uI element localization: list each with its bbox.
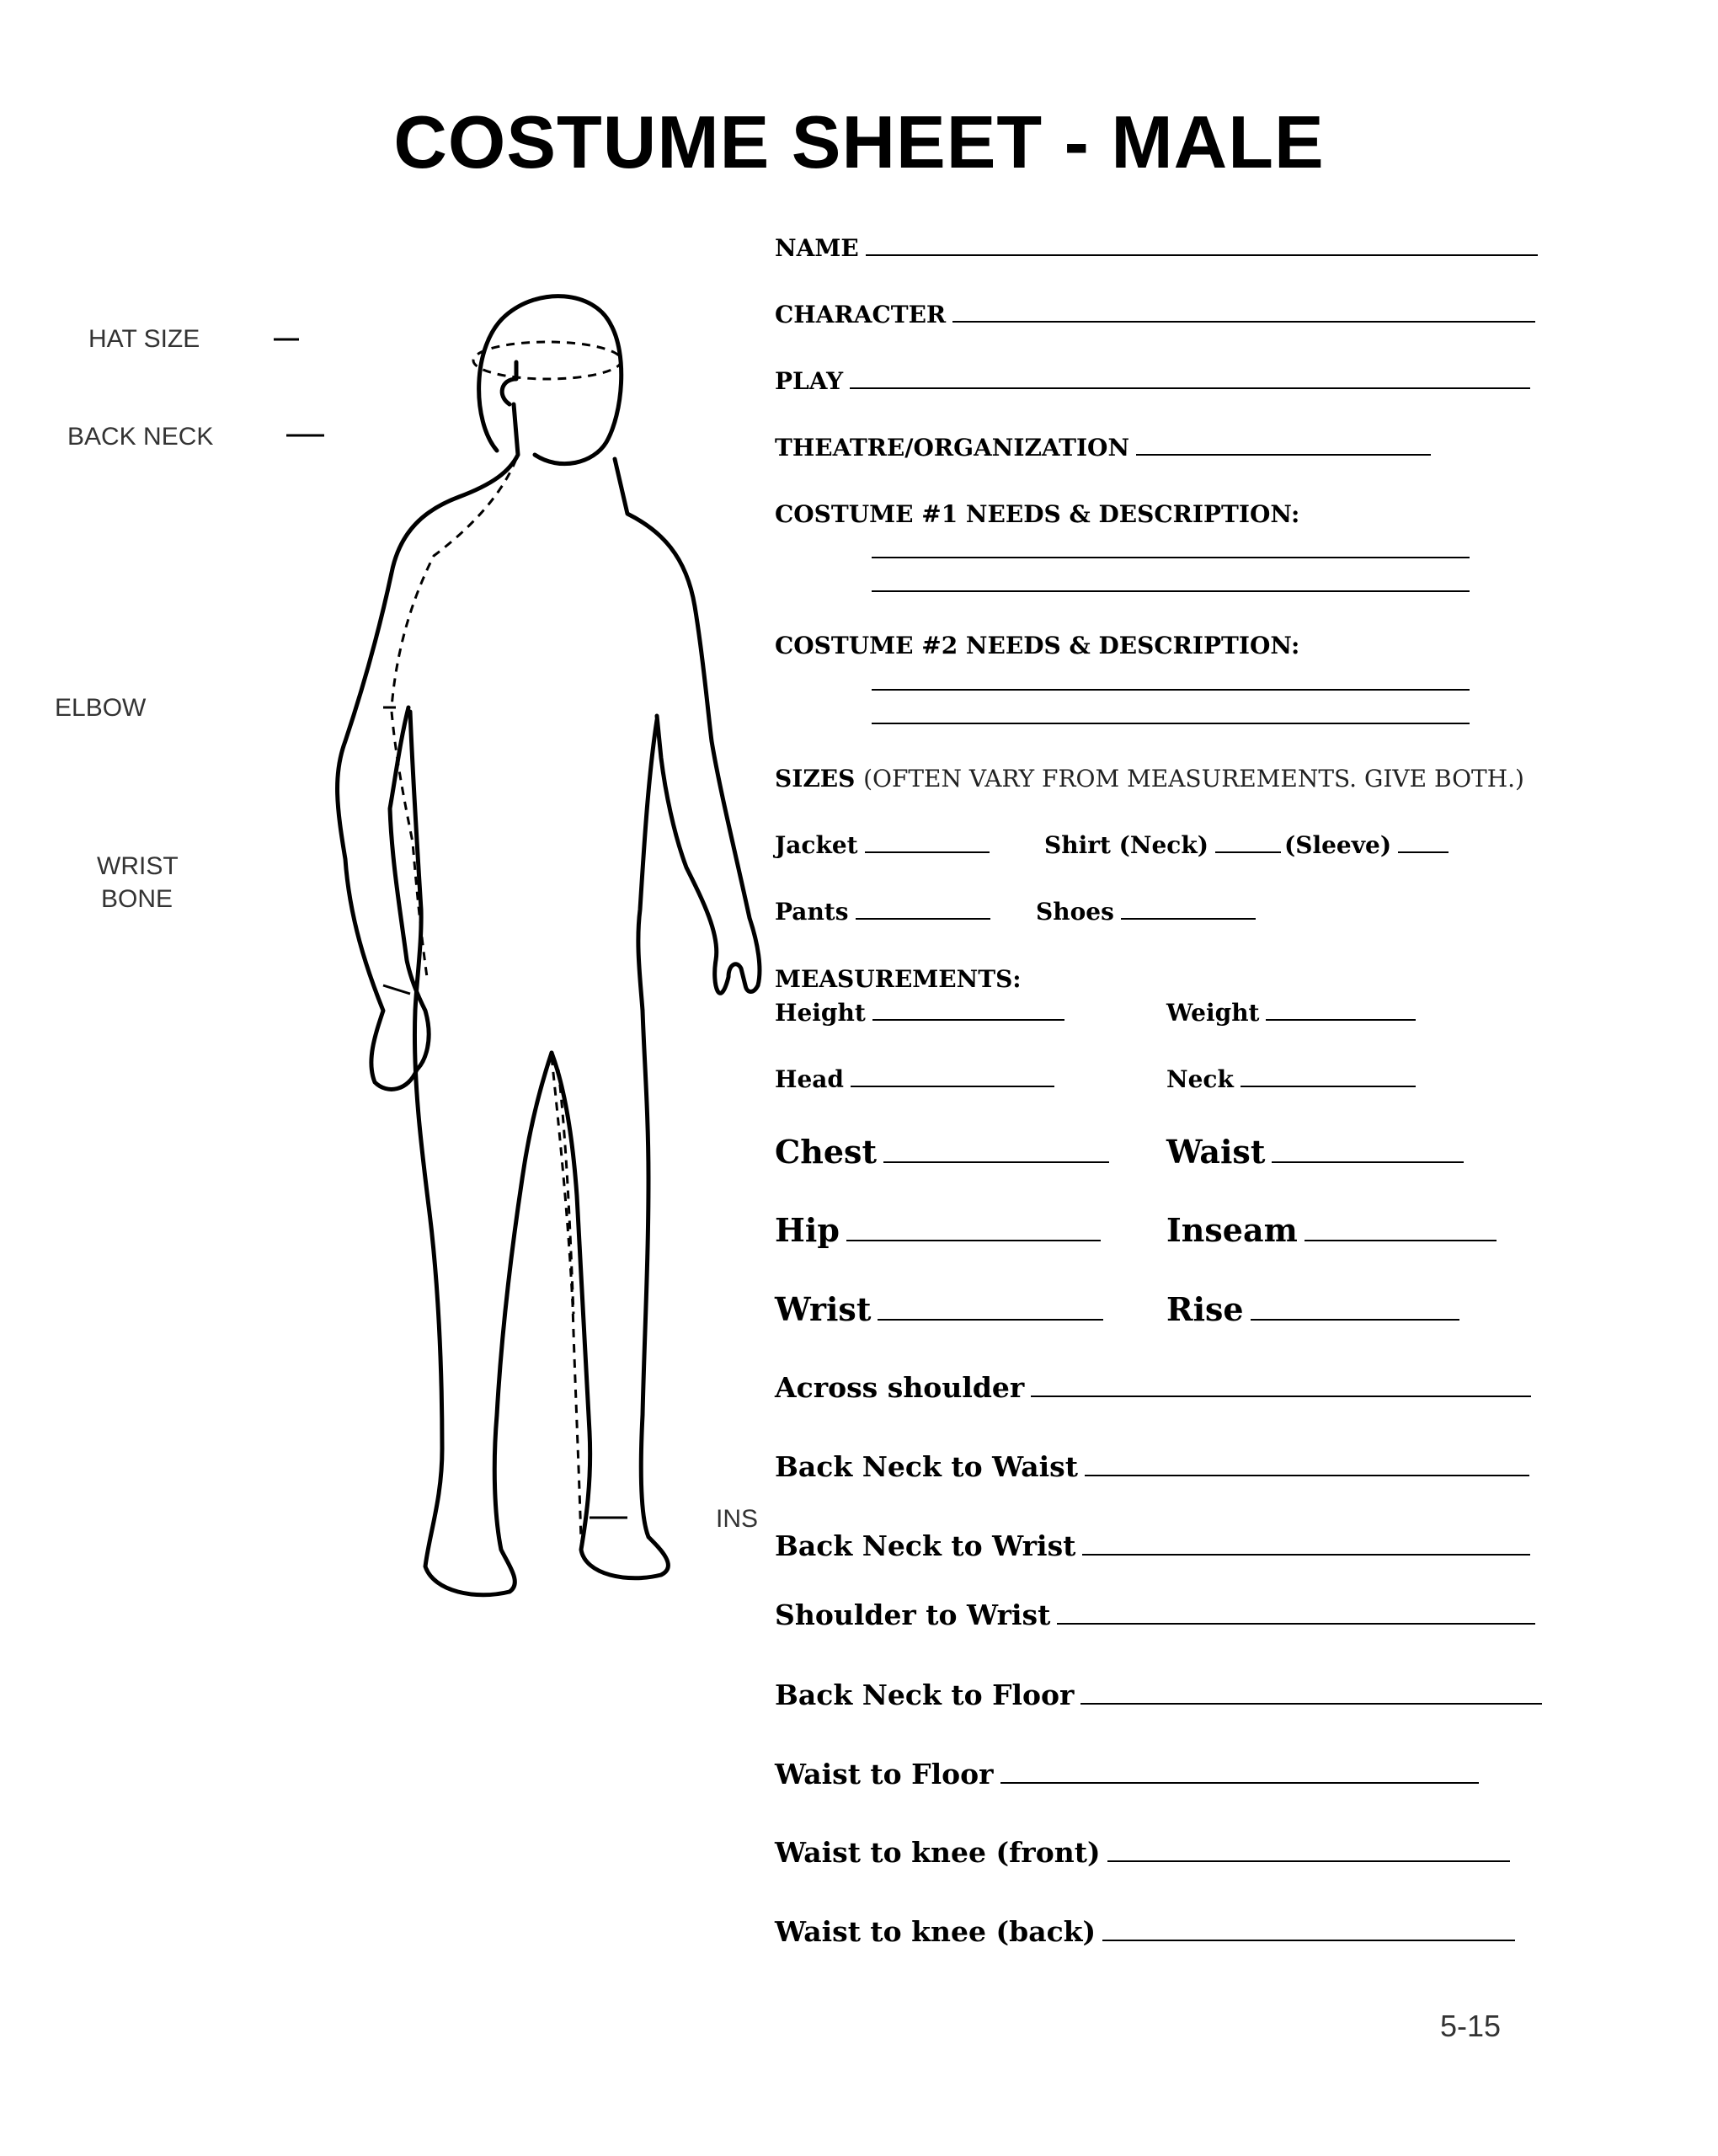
shoulder-wrist-blank[interactable] [1057, 1622, 1535, 1625]
waist-knee-front-blank[interactable] [1107, 1860, 1510, 1862]
name-field[interactable] [775, 234, 1538, 262]
back-neck-waist-label: Back Neck to Waist [775, 1450, 1079, 1483]
rise-field[interactable] [1166, 1290, 1459, 1328]
back-neck-wrist-blank[interactable] [1082, 1553, 1530, 1556]
neck-field[interactable] [1166, 1065, 1416, 1093]
play-label: PLAY [775, 367, 844, 395]
hip-label: Hip [775, 1211, 840, 1249]
back-neck-waist-field[interactable] [775, 1450, 1529, 1483]
sizes-note: (OFTEN VARY FROM MEASUREMENTS. GIVE BOTH.) [863, 765, 1524, 792]
across-shoulder-blank[interactable] [1031, 1395, 1531, 1397]
waist-floor-blank[interactable] [1000, 1781, 1479, 1784]
costume2-heading: COSTUME #2 NEEDS & DESCRIPTION: [775, 632, 1300, 659]
hip-blank[interactable] [846, 1239, 1101, 1241]
waist-blank[interactable] [1272, 1161, 1464, 1163]
back-neck-floor-label: Back Neck to Floor [775, 1678, 1075, 1711]
label-elbow: ELBOW [55, 694, 147, 722]
chest-field[interactable] [775, 1133, 1109, 1171]
shirt-field[interactable] [1044, 831, 1449, 859]
character-blank[interactable] [952, 320, 1535, 323]
head-blank[interactable] [851, 1085, 1054, 1087]
character-field[interactable] [775, 301, 1535, 328]
jacket-label: Jacket [775, 831, 858, 859]
theatre-field[interactable] [775, 434, 1431, 462]
back-neck-floor-blank[interactable] [1080, 1702, 1542, 1705]
jacket-blank[interactable] [865, 851, 990, 853]
height-label: Height [775, 999, 866, 1027]
weight-field[interactable] [1166, 999, 1416, 1027]
across-shoulder-label: Across shoulder [775, 1371, 1025, 1404]
play-field[interactable] [775, 367, 1530, 395]
measurements-heading: MEASUREMENTS: [775, 965, 1022, 993]
neck-blank[interactable] [1240, 1085, 1416, 1087]
costume2-line-2[interactable] [872, 722, 1470, 724]
weight-label: Weight [1166, 999, 1260, 1027]
shirt-neck-blank[interactable] [1215, 851, 1281, 853]
page-number: 5-15 [1440, 2009, 1502, 2043]
label-back-neck: BACK NECK [67, 423, 214, 451]
waist-knee-front-field[interactable] [775, 1836, 1510, 1869]
character-label: CHARACTER [775, 301, 947, 328]
inseam-label: Inseam [1166, 1211, 1298, 1249]
shoes-blank[interactable] [1121, 917, 1256, 920]
theatre-label: THEATRE/ORGANIZATION [775, 434, 1130, 462]
waist-knee-back-blank[interactable] [1102, 1939, 1515, 1941]
hip-field[interactable] [775, 1211, 1101, 1249]
costume1-heading: COSTUME #1 NEEDS & DESCRIPTION: [775, 500, 1300, 528]
label-hat-size: HAT SIZE [88, 325, 200, 353]
body-diagram [55, 253, 762, 1609]
label-wrist: WRIST [97, 852, 179, 880]
wrist-label: Wrist [775, 1290, 872, 1328]
pants-blank[interactable] [856, 917, 990, 920]
wrist-blank[interactable] [878, 1318, 1103, 1321]
waist-knee-back-label: Waist to knee (back) [775, 1915, 1096, 1948]
play-blank[interactable] [850, 387, 1530, 389]
male-figure-illustration [55, 253, 762, 1609]
head-field[interactable] [775, 1065, 1054, 1093]
pants-label: Pants [775, 898, 849, 926]
costume1-line-2[interactable] [872, 590, 1470, 592]
costume1-line-1[interactable] [872, 556, 1470, 558]
chest-label: Chest [775, 1133, 877, 1171]
inseam-blank[interactable] [1305, 1239, 1497, 1241]
back-neck-waist-blank[interactable] [1085, 1474, 1529, 1476]
shoulder-wrist-field[interactable] [775, 1598, 1535, 1631]
theatre-blank[interactable] [1136, 453, 1431, 456]
head-label: Head [775, 1065, 844, 1093]
waist-floor-field[interactable] [775, 1758, 1479, 1790]
label-bone: BONE [101, 885, 173, 913]
waist-floor-label: Waist to Floor [775, 1758, 994, 1790]
sizes-label: SIZES [775, 765, 856, 792]
weight-blank[interactable] [1266, 1018, 1416, 1021]
height-blank[interactable] [872, 1018, 1064, 1021]
chest-blank[interactable] [883, 1161, 1109, 1163]
shoes-label: Shoes [1036, 898, 1114, 926]
shirt-neck-label: Shirt (Neck) [1044, 831, 1209, 859]
waist-field[interactable] [1166, 1133, 1464, 1171]
back-neck-wrist-field[interactable] [775, 1529, 1530, 1562]
waist-knee-back-field[interactable] [775, 1915, 1515, 1948]
waist-label: Waist [1166, 1133, 1266, 1171]
costume2-line-1[interactable] [872, 688, 1470, 691]
back-neck-floor-field[interactable] [775, 1678, 1542, 1711]
waist-knee-front-label: Waist to knee (front) [775, 1836, 1101, 1869]
page-title: COSTUME SHEET - MALE [393, 100, 1325, 184]
name-label: NAME [775, 234, 859, 262]
inseam-field[interactable] [1166, 1211, 1497, 1249]
back-neck-wrist-label: Back Neck to Wrist [775, 1529, 1076, 1562]
shoulder-wrist-label: Shoulder to Wrist [775, 1598, 1051, 1631]
pants-field[interactable] [775, 898, 990, 926]
sleeve-label: (Sleeve) [1284, 831, 1392, 859]
jacket-field[interactable] [775, 831, 990, 859]
height-field[interactable] [775, 999, 1064, 1027]
rise-label: Rise [1166, 1290, 1244, 1328]
wrist-field[interactable] [775, 1290, 1103, 1328]
label-ins: INS [716, 1505, 759, 1533]
across-shoulder-field[interactable] [775, 1371, 1531, 1404]
neck-label: Neck [1166, 1065, 1234, 1093]
name-blank[interactable] [866, 253, 1538, 256]
shoes-field[interactable] [1036, 898, 1256, 926]
sleeve-blank[interactable] [1398, 851, 1449, 853]
sizes-heading [775, 765, 1524, 792]
rise-blank[interactable] [1251, 1318, 1459, 1321]
